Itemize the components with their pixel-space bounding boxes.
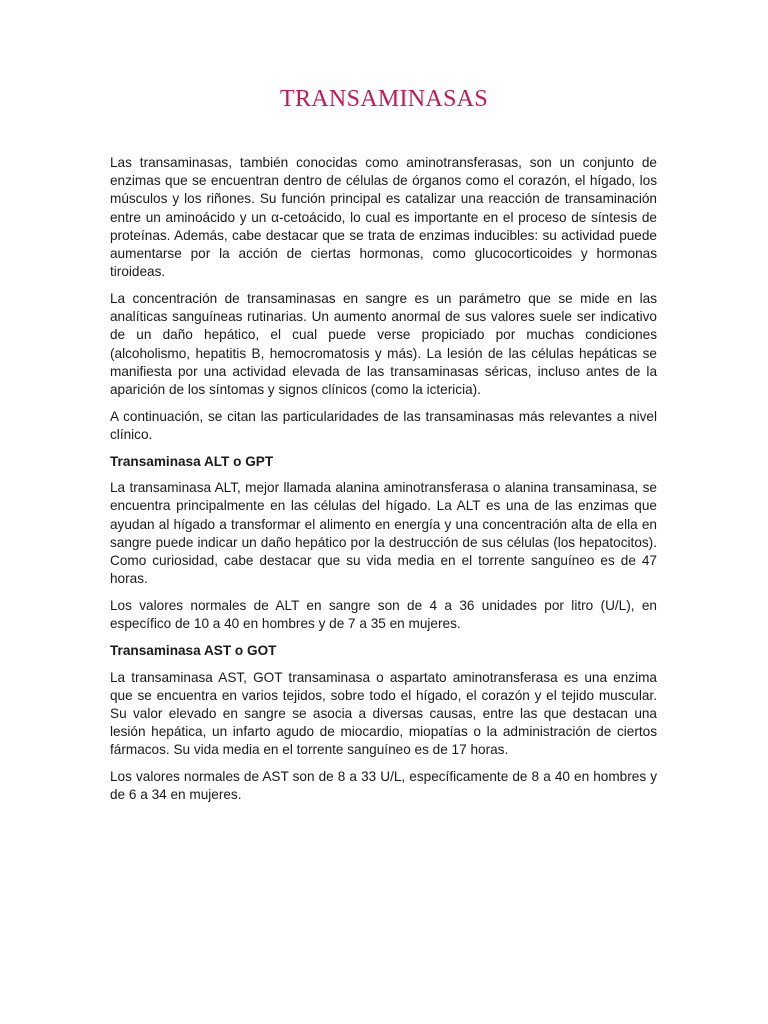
ast-section-heading: Transaminasa AST o GOT [110,642,277,658]
continuation-paragraph: A continuación, se citan las particularidades de las transaminasas más relevantes a nivel clínico. [110,408,657,442]
alt-section-heading: Transaminasa ALT o GPT [110,453,274,469]
intro-paragraph: Las transaminasas, también conocidas como aminotransferasas, son un conjunto de enzimas que se encuentran dentro de células de órganos como el corazón, el hígado, los músculos y los riñones. Su función principal es catalizar una reacción de transaminación entre un aminoácido y un α-cetoácido, lo cual es importante en el proceso de síntesis de proteínas. Además, cabe destacar que se trata de enzimas inducibles: su actividad puede aumentarse por la acción de ciertas hormonas, como glucocorticoides y hormonas tiroideas. [110,155,657,280]
alt-values-paragraph: Los valores normales de ALT en sangre son de 4 a 36 unidades por litro (U/L), en específico de 10 a 40 en hombres y de 7 a 35 en mujeres. [110,597,657,632]
alt-description-paragraph: La transaminasa ALT, mejor llamada alanina aminotransferasa o alanina transaminasa, se encuentra principalmente en las células del hígado. La ALT es una de las enzimas que ayudan al hígado a transformar el alimento en energía y una concentración alta de ella en sangre puede indicar un daño hepático por la destrucción de sus células (los hepatocitos). Como curiosidad, cabe destacar que su vida media en el torrente sanguíneo es de 47 horas. [110,480,657,587]
ast-values-paragraph: Los valores normales de AST son de 8 a 33 U/L, específicamente de 8 a 40 en hombres y de 6 a 34 en mujeres. [110,769,657,803]
document-title: TRANSAMINASAS [280,86,488,112]
concentration-paragraph: La concentración de transaminasas en sangre es un parámetro que se mide en las analíticas sanguíneas rutinarias. Un aumento anormal de sus valores suele ser indicativo de un daño hepático, el cual puede verse propiciado por muchas condiciones (alcoholismo, hepatitis B, hemocromatosis y más). La lesión de las células hepáticas se manifiesta por una actividad elevada de las transaminasas séricas, incluso antes de la aparición de los síntomas y signos clínicos (como la ictericia). [110,290,657,397]
ast-description-paragraph: La transaminasa AST, GOT transaminasa o aspartato aminotransferasa es una enzima que se encuentra en varios tejidos, sobre todo el hígado, el corazón y el tejido muscular. Su valor elevado en sangre se asocia a diversas causas, entre las que destacan una lesión hepática, un infarto agudo de miocardio, miopatías o la administración de ciertos fármacos. Su vida media en el torrente sanguíneo es de 17 horas. [110,669,657,758]
document-body [110,154,657,813]
